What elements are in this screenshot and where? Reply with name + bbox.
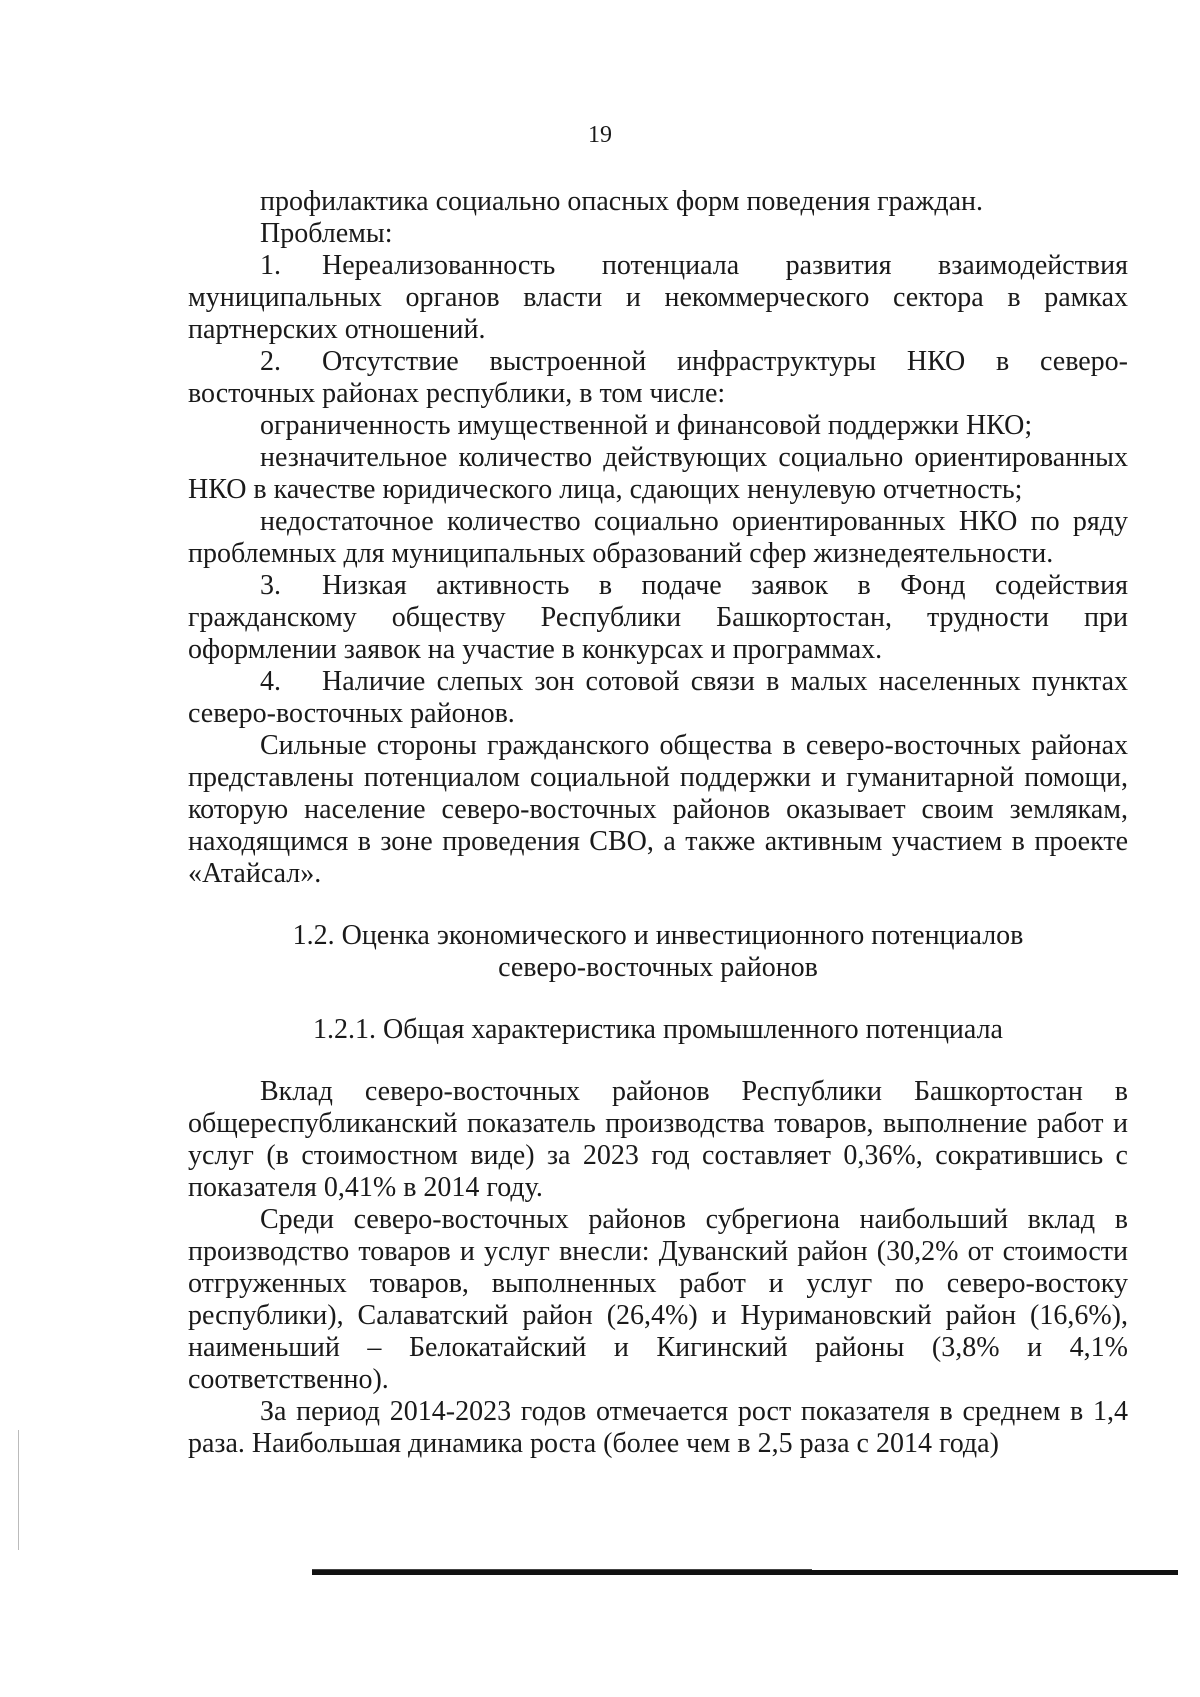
list-item (188, 250, 1128, 346)
section-heading (188, 920, 1128, 984)
section-heading-line: северо-восточных районов (498, 952, 818, 983)
paragraph: Сильные стороны гражданского общества в северо-восточных районах представлены потенциалом социальной поддержки и гуманитарной помощи, которую население северо-восточных районов оказывает своим землякам, находящимся в зоне проведения СВО, а также активным участием в проекте «Атайсал». (188, 730, 1128, 889)
list-item-text: Отсутствие выстроенной инфраструктуры НКО в северо-восточных районах республики, в том числе: (188, 346, 1128, 409)
list-item-text: Низкая активность в подаче заявок в Фонд содействия гражданскому обществу Республики Башкортостан, трудности при оформлении заявок на участие в конкурсах и программах. (188, 570, 1128, 665)
problems-label: Проблемы: (260, 218, 393, 249)
subsection-heading: 1.2.1. Общая характеристика промышленного потенциала (313, 1014, 1003, 1045)
list-number: 1. (260, 250, 281, 281)
paragraph: незначительное количество действующих социально ориентированных НКО в качестве юридического лица, сдающих ненулевую отчетность; (188, 442, 1128, 505)
list-item-text: Наличие слепых зон сотовой связи в малых населенных пунктах северо-восточных районов. (188, 666, 1128, 729)
list-number: 4. (260, 666, 281, 697)
scan-margin-mark (18, 1430, 19, 1550)
list-item-text: Нереализованность потенциала развития взаимодействия муниципальных органов власти и некоммерческого сектора в рамках партнерских отношений. (188, 250, 1128, 345)
paragraph: профилактика социально опасных форм поведения граждан. (260, 186, 983, 217)
section-heading-line: 1.2. Оценка экономического и инвестиционного потенциалов (292, 920, 1024, 951)
paragraph: Вклад северо-восточных районов Республики Башкортостан в общереспубликанский показатель производства товаров, выполнение работ и услуг (в стоимостном виде) за 2023 год составляет 0,36%, сократившись с показателя 0,41% в 2014 году. (188, 1076, 1128, 1203)
list-item (188, 666, 1128, 730)
page-number: 19 (588, 122, 612, 148)
paragraph: Среди северо-восточных районов субрегиона наибольший вклад в производство товаров и услуг внесли: Дуванский район (30,2% от стоимости отгруженных товаров, выполненных работ и услуг по северо-востоку республики), Салаватский район (26,4%) и Нуримановский район (16,6%), наименьший – Белокатайский и Кигинский районы (3,8% и 4,1% соответственно). (188, 1204, 1128, 1395)
paragraph: За период 2014-2023 годов отмечается рост показателя в среднем в 1,4 раза. Наибольшая динамика роста (более чем в 2,5 раза с 2014 года) (188, 1396, 1128, 1459)
list-number: 2. (260, 346, 281, 377)
document-body (188, 186, 1128, 1460)
paragraph: ограниченность имущественной и финансовой поддержки НКО; (260, 410, 1033, 441)
list-number: 3. (260, 570, 281, 601)
list-item (188, 346, 1128, 410)
paragraph: недостаточное количество социально ориентированных НКО по ряду проблемных для муниципальных образований сфер жизнедеятельности. (188, 506, 1128, 569)
list-item (188, 570, 1128, 666)
footer-rule (312, 1570, 1178, 1575)
